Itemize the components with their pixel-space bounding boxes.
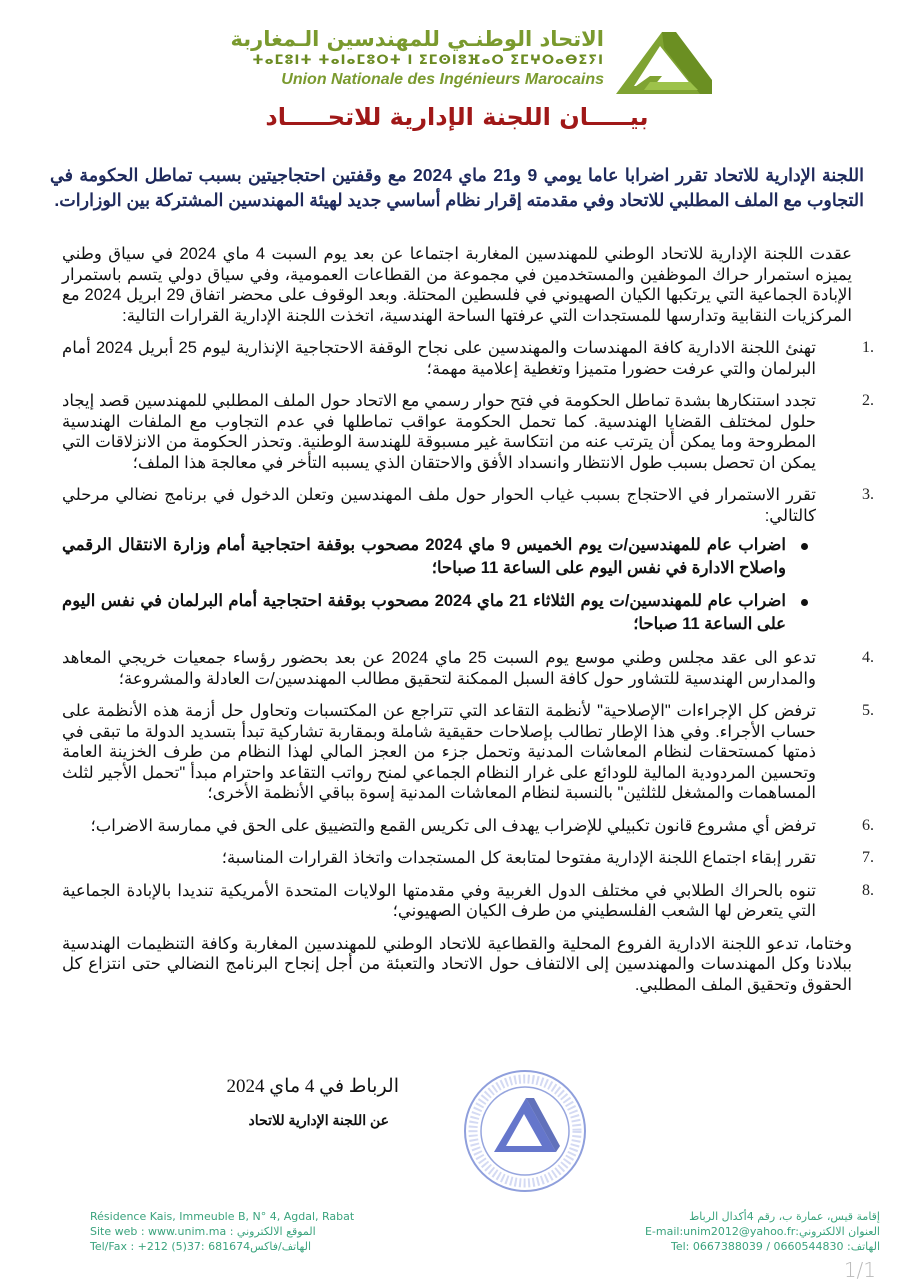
footer-address-ar bbox=[645, 1209, 880, 1254]
footer-phone-line: الهاتف: Tel: 0667388039 / 0660544830 bbox=[670, 1240, 880, 1253]
item-text: تنوه بالحراك الطلابي في مختلف الدول الغربية وفي مقدمتها الولايات المتحدة الأمريكية تنديدا بالإبادة الجماعية التي يتعرض لها الشعب الفلسطيني من طرف الكيان الصهيوني؛ bbox=[62, 881, 816, 920]
item-text: تدعو الى عقد مجلس وطني موسع يوم السبت 25 ماي 2024 عن بعد بحضور رؤساء جمعيات خريجي المعاهد والمدارس الهندسية للتشاور حول كافة السبل الممكنة لتحقيق مطالب المهندسين/ت العادلة والمشروعة؛ bbox=[62, 649, 816, 688]
footer-address-line: إقامة قيس، عمارة ب، رقم 4أكدال الرباط bbox=[689, 1210, 880, 1223]
list-item bbox=[62, 485, 874, 636]
item-number: 8. bbox=[862, 881, 874, 899]
list-item bbox=[62, 701, 874, 804]
bullet-item bbox=[62, 534, 816, 580]
org-name-arabic: الاتحاد الوطنـي للمهندسين الـمغاربة bbox=[230, 27, 604, 51]
list-item bbox=[62, 816, 874, 837]
bullet-icon bbox=[801, 599, 808, 606]
document-subtitle: اللجنة الإدارية للاتحاد تقرر اضرابا عاما يومي 9 و21 ماي 2024 مع وقفتين احتجاجيتين بسبب تماطل الحكومة في التجاوب مع الملف المطلبي للاتحاد وفي مقدمته إقرار نظام أساسي جديد لهيئة المهندسين المشتركة بين الوزارات. bbox=[50, 165, 864, 210]
item-number: 6. bbox=[862, 816, 874, 834]
list-item bbox=[62, 881, 874, 922]
item-text: تجدد استنكارها بشدة تماطل الحكومة في فتح حوار رسمي مع الاتحاد حول الملف المطلبي للمهندسين قصد إيجاد حلول لمختلف القضايا الهندسية. كما تحمل الحكومة عواقب تماطلها في عدم التجاوب مع الملفات الهندسية المطروحة وما يمكن أن يترتب عنه من انتكاسة غير مسبوقة للهندسة الوطنية. وتحذر الحكومة من الانزلاقات التي يمكن ان تحصل بسبب طول الانتظار وانسداد الأفق والاحتقان الذي يسببه التأخر في معالجة هذا الملف؛ bbox=[62, 392, 816, 472]
item-number: 3. bbox=[862, 486, 874, 503]
official-seal-icon bbox=[462, 1068, 588, 1194]
footer-website-line: Site web : www.unim.ma : الموقع الالكتروني bbox=[90, 1225, 316, 1238]
page-title: بيـــــان اللجنة الإدارية للاتحـــــاد bbox=[265, 103, 649, 131]
page-indicator: 1/1 bbox=[843, 1258, 876, 1282]
list-item bbox=[62, 648, 874, 689]
bullet-item bbox=[62, 590, 816, 636]
item-text: تقرر الاستمرار في الاحتجاج بسبب غياب الحوار حول ملف المهندسين وتعلن الدخول في برنامج نضالي مرحلي كالتالي: bbox=[62, 486, 816, 525]
item-text: ترفض أي مشروع قانون تكبيلي للإضراب يهدف الى تكريس القمع والتضييق على الحق في ممارسة الاضراب؛ bbox=[90, 816, 816, 835]
item-number: 5. bbox=[862, 702, 874, 719]
item-text: تهنئ اللجنة الادارية كافة المهندسات والمهندسين على نجاح الوقفة الاحتجاجية الإنذارية ليوم 25 أبريل 2024 أمام البرلمان والتي عرفت حضورا متميزا وتغطية إعلامية مهمة؛ bbox=[62, 339, 817, 378]
decisions-list bbox=[62, 338, 874, 922]
item-number: 1. bbox=[862, 339, 874, 356]
item-number: 7. bbox=[862, 849, 874, 866]
footer-address-fr bbox=[90, 1209, 354, 1254]
bullet-icon bbox=[801, 543, 808, 550]
bullet-text: اضراب عام للمهندسين/ت يوم الثلاثاء 21 ماي 2024 مصحوب بوقفة احتجاجية أمام البرلمان في نفس اليوم على الساعة 11 صباحا؛ bbox=[62, 592, 786, 633]
footer-phone-line: Tel/Fax : +212 (5)37: الهاتف/فاكس681674 bbox=[90, 1240, 311, 1253]
list-item bbox=[62, 338, 874, 379]
item-number: 4. bbox=[862, 649, 874, 666]
footer-email-line: العنوان الالكتروني:E-mail:unim2012@yahoo.fr bbox=[644, 1225, 880, 1238]
signature-block bbox=[227, 1075, 399, 1129]
triangle-logo-icon bbox=[614, 30, 714, 98]
place-and-date: الرباط في 4 ماي 2024 bbox=[226, 1076, 399, 1097]
item-text: ترفض كل الإجراءات "الإصلاحية" لأنظمة التقاعد التي تتراجع عن المكتسبات وتحاول حل أزمة هذه الأنظمة على حساب الأجراء. وفي هذا الإطار تطالب بإصلاحات حقيقية شاملة وبمقاربة تشاركية تبدأ بتسديد الدولة ما تبقى في ذمتها كمستحقات لنظام المعاشات المدنية وتحمل جزء من العجز المالي لهذا النظام من طرف الخزينة العامة وتحسين المردودية المالية للودائع على غرار النظام الجماعي لمنح رواتب التقاعد واحترام مبدأ "تحمل الأجير لثلث المساهمات والمشغل للثلثين" بالنسبة لنظام المعاشات المدنية إسوة بباقي الأنظمة الأخرى؛ bbox=[62, 702, 816, 802]
org-name-block bbox=[231, 26, 605, 90]
document-body bbox=[62, 244, 874, 995]
item-number: 2. bbox=[862, 392, 874, 409]
strike-schedule-list bbox=[62, 534, 816, 636]
list-item bbox=[62, 391, 874, 473]
intro-paragraph: عقدت اللجنة الإدارية للاتحاد الوطني للمهندسين المغاربة اجتماعا عن بعد يوم السبت 4 ماي 2024 في سياق وطني يميزه استمرار حراك الموظفين والمستخدمين في مجموعة من القطاعات العمومية، وفي سياق دولي يتسم باستمرار الإبادة الجماعية التي يرتكبها الكيان الصهيوني في فلسطين المحتلة. وبعد الوقوف على محضر اتفاق 29 ابريل 2024 مع المركزيات النقابية وتدارسها للمستجدات التي عرفتها الساحة الهندسية، اتخذت اللجنة الإدارية القرارات التالية: bbox=[62, 245, 853, 325]
footer-address-line: Résidence Kais, Immeuble B, N° 4, Agdal, Rabat bbox=[90, 1210, 355, 1223]
signatory: عن اللجنة الإدارية للاتحاد bbox=[248, 1112, 389, 1128]
item-text: تقرر إبقاء اجتماع اللجنة الإدارية مفتوحا لمتابعة كل المستجدات واتخاذ القرارات المناسبة؛ bbox=[221, 849, 816, 867]
org-name-tifinagh: ⵜⴰⵎⵓⵏⵜ ⵜⴰⵏⴰⵎⵓⵔⵜ ⵏ ⵉⵎⵙⵏⵓⴼⴰⵔ ⵉⵎⵖⵔⴰⴱⵉⵢⵏ bbox=[252, 53, 604, 68]
letterhead bbox=[0, 18, 914, 98]
closing-paragraph: وختاما، تدعو اللجنة الادارية الفروع المحلية والقطاعية للاتحاد الوطني للمهندسين المغاربة وكافة التنظيمات الهندسية ببلادنا وكل المهندسات والمهندسين إلى الالتفاف حول الاتحاد والتعبئة من أجل إنجاح البرنامج النضالي حتى انتزاع كل الحقوق وتحقيق الملف المطلبي. bbox=[62, 934, 852, 994]
bullet-text: اضراب عام للمهندسين/ت يوم الخميس 9 ماي 2024 مصحوب بوقفة احتجاجية أمام وزارة الانتقال الرقمي واصلاح الادارة في نفس اليوم على الساعة 11 صباحا؛ bbox=[62, 536, 787, 577]
org-name-french: Union Nationale des Ingénieurs Marocains bbox=[281, 71, 604, 88]
list-item bbox=[62, 848, 874, 869]
